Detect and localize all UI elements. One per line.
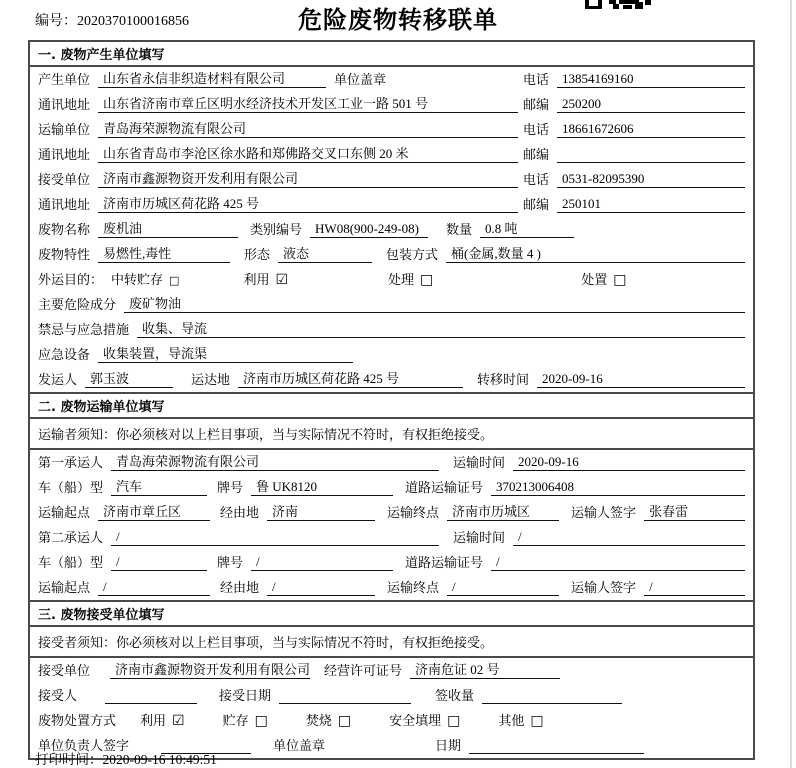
checkbox-other: □ [530, 712, 544, 729]
field-label: 经营许可证号 [324, 663, 403, 679]
unit-seal-label: 单位盖章 [273, 738, 326, 754]
field-label: 运输时间 [453, 530, 506, 546]
field-label: 运输单位 [38, 122, 91, 138]
manifest-form [28, 40, 755, 760]
field-label: 接受单位 [38, 172, 91, 188]
field-label: 电话 [523, 72, 550, 88]
phone-group [523, 72, 745, 88]
transport-date-value: 2020-09-16 [513, 455, 745, 471]
option-store [223, 713, 268, 729]
first-carrier-value: 青岛海荣源物流有限公司 [111, 455, 439, 471]
row-emergency-measures [30, 317, 753, 342]
field-label: 电话 [523, 122, 550, 138]
row-acceptor [30, 683, 753, 708]
waste-form-value: 液态 [278, 247, 372, 263]
row-vehicle-1 [30, 475, 753, 500]
route-via-value: 济南 [267, 505, 375, 521]
vehicle-type-value: 汽车 [111, 480, 207, 496]
row-second-carrier [30, 525, 753, 550]
transporter-signature-2-value: / [644, 580, 745, 596]
field-label: 运输终点 [387, 580, 440, 596]
packaging-value: 桶(金属,数量 4 ) [446, 247, 745, 263]
field-label: 签收量 [435, 688, 475, 704]
field-label: 主要危险成分 [38, 297, 117, 313]
waste-traits-value: 易燃性,毒性 [98, 247, 230, 263]
option-label: 处置 [581, 272, 608, 288]
waste-quantity-value: 0.8 吨 [480, 222, 574, 238]
section2-header: 二. 废物运输单位填写 [30, 392, 753, 419]
field-label: 通讯地址 [38, 97, 91, 113]
field-label: 废物特性 [38, 247, 91, 263]
field-label: 运输人签字 [571, 505, 637, 521]
row-transport-unit [30, 117, 753, 142]
producer-unit-value: 山东省永信非织造材料有限公司 [98, 72, 326, 88]
checkbox-secure-landfill: □ [447, 712, 461, 729]
qr-code-icon [585, 0, 651, 9]
field-label: 牌号 [217, 480, 244, 496]
checkbox-utilize-checked: ☑ [275, 271, 289, 288]
print-time-value: 2020-09-16 10:49:51 [102, 752, 217, 767]
field-label: 禁忌与应急措施 [38, 322, 130, 338]
route-end-value: 济南市历城区 [447, 505, 559, 521]
plate-number-2-value: / [251, 555, 393, 571]
row-consignor [30, 367, 753, 392]
field-label: 车（船）型 [38, 555, 104, 571]
option-label: 处理 [388, 272, 415, 288]
serial-label: 编号： [35, 14, 77, 29]
emergency-equipment-value: 收集装置，导流渠 [98, 347, 353, 363]
field-label: 接受日期 [219, 688, 272, 704]
field-label: 运输人签字 [571, 580, 637, 596]
producer-phone-value: 13854169160 [557, 72, 745, 88]
page-edge-divider [790, 0, 792, 768]
section1-header: 一. 废物产生单位填写 [30, 42, 753, 67]
field-label: 道路运输证号 [405, 480, 484, 496]
field-label: 发运人 [38, 372, 78, 388]
row-producer-unit [30, 67, 753, 92]
field-label: 第一承运人 [38, 455, 104, 471]
field-label: 邮编 [523, 97, 550, 113]
field-label: 日期 [435, 738, 462, 754]
transporter-notice: 运输者须知：你必须核对以上栏目事项，当与实际情况不符时，有权拒绝接受。 [30, 419, 753, 450]
receiver-notice: 接受者须知：你必须核对以上栏目事项，当与实际情况不符时，有权拒绝接受。 [30, 627, 753, 658]
postcode-group [523, 197, 745, 213]
field-label: 接受单位 [38, 663, 91, 679]
option-dispose [581, 272, 626, 288]
checkbox-dispose: □ [613, 271, 627, 288]
checkbox-incinerate: □ [337, 712, 352, 729]
field-label: 包装方式 [386, 247, 439, 263]
option-label: 利用 [140, 713, 167, 729]
field-label: 运输起点 [38, 505, 91, 521]
waste-category-code-value: HW08(900-249-08) [310, 222, 428, 238]
row-transport-address [30, 142, 753, 167]
receiver-phone-value: 0531-82095390 [557, 172, 745, 188]
row-disposal-method [30, 708, 753, 733]
second-carrier-value: / [111, 530, 439, 546]
field-label: 经由地 [220, 505, 260, 521]
postcode-group [523, 148, 745, 163]
row-transfer-purpose [30, 267, 753, 292]
consignor-value: 郭玉波 [85, 372, 173, 388]
transfer-date-value: 2020-09-16 [537, 372, 745, 388]
checkbox-store: □ [254, 712, 268, 729]
row-waste-traits [30, 242, 753, 267]
route-end-2-value: / [447, 580, 559, 596]
postcode-group [523, 97, 745, 113]
route-via-2-value: / [267, 580, 375, 596]
field-label: 运输终点 [387, 505, 440, 521]
field-label: 通讯地址 [38, 197, 91, 213]
option-incinerate [306, 713, 351, 729]
row-receiver-unit [30, 167, 753, 192]
option-label: 中转贮存 [111, 272, 164, 288]
transport-phone-value: 18661672606 [557, 122, 745, 138]
transport-postcode-value [557, 148, 745, 163]
transport-unit-value: 青岛海荣源物流有限公司 [98, 122, 518, 138]
receiver-address-value: 济南市历城区荷花路 425 号 [98, 197, 518, 213]
field-label: 车（船）型 [38, 480, 104, 496]
row-receiver-address [30, 192, 753, 217]
receiver-unit-value: 济南市鑫源物资开发利用有限公司 [98, 172, 518, 188]
destination-value: 济南市历城区荷花路 425 号 [238, 372, 463, 388]
field-label: 经由地 [220, 580, 260, 596]
checkbox-utilize-checked: ☑ [172, 712, 185, 729]
field-label: 道路运输证号 [405, 555, 484, 571]
route-start-2-value: / [98, 580, 210, 596]
option-treat [388, 272, 433, 288]
field-label: 类别编号 [250, 222, 303, 238]
producer-address-value: 山东省济南市章丘区明水经济技术开发区工业一路 501 号 [98, 97, 518, 113]
plate-number-value: 鲁 UK8120 [251, 480, 393, 496]
transport-address-value: 山东省青岛市李沧区徐水路和郑佛路交叉口东侧 20 米 [98, 147, 518, 163]
field-label: 邮编 [523, 197, 550, 213]
option-secure-landfill [389, 713, 460, 729]
option-label: 贮存 [222, 713, 249, 729]
waste-name-value: 废机油 [98, 222, 238, 238]
business-license-value: 济南危证 02 号 [410, 663, 560, 679]
road-permit-value: 370213006408 [491, 480, 745, 496]
option-label: 其他 [498, 713, 525, 729]
field-label: 产生单位 [38, 72, 91, 88]
field-label: 废物名称 [38, 222, 91, 238]
field-label: 运输起点 [38, 580, 91, 596]
field-label: 运达地 [191, 372, 231, 388]
row-route-1 [30, 500, 753, 525]
producer-postcode-value: 250200 [557, 97, 745, 113]
field-label: 单位负责人签字 [38, 738, 130, 754]
accept-date-value [279, 689, 411, 704]
option-transit-storage [111, 273, 179, 288]
checkbox-treat: □ [420, 271, 434, 288]
page-title: 危险废物转移联单 [298, 6, 498, 34]
signed-quantity-value [482, 689, 622, 704]
field-label: 通讯地址 [38, 147, 91, 163]
print-time-label: 打印时间： [35, 752, 103, 767]
phone-group [523, 122, 745, 138]
print-time [35, 748, 217, 768]
receiver-postcode-value: 250101 [557, 197, 745, 213]
field-label: 转移时间 [477, 372, 530, 388]
row-waste-name [30, 217, 753, 242]
field-label: 邮编 [523, 147, 550, 163]
field-label: 电话 [523, 172, 550, 188]
option-utilize [140, 713, 185, 729]
row-main-hazard [30, 292, 753, 317]
transporter-signature-value: 张春雷 [644, 505, 745, 521]
accepting-unit-value: 济南市鑫源物资开发利用有限公司 [110, 663, 310, 679]
main-hazard-value: 废矿物油 [124, 297, 745, 313]
section3-header: 三. 废物接受单位填写 [30, 600, 753, 627]
row-first-carrier [30, 450, 753, 475]
phone-group [523, 172, 745, 188]
transport-date-2-value: / [513, 530, 745, 546]
vehicle-type-2-value: / [111, 555, 207, 571]
emergency-measures-value: 收集、导流 [137, 322, 745, 338]
option-other [498, 713, 543, 729]
unit-seal-label: 单位盖章 [334, 72, 387, 88]
row-producer-address [30, 92, 753, 117]
serial-value: 2020370100016856 [77, 14, 189, 29]
field-label: 运输时间 [453, 455, 506, 471]
field-label: 接受人 [38, 688, 78, 704]
field-label: 外运目的： [38, 272, 104, 288]
acceptor-value [105, 689, 197, 704]
route-start-value: 济南市章丘区 [98, 505, 210, 521]
option-utilize [243, 272, 288, 288]
field-label: 废物处置方式 [38, 713, 117, 729]
option-label: 安全填埋 [389, 713, 442, 729]
field-label: 牌号 [217, 555, 244, 571]
field-label: 第二承运人 [38, 530, 104, 546]
field-label: 数量 [446, 222, 473, 238]
checkbox-transit-storage: □ [169, 274, 180, 288]
row-vehicle-2 [30, 550, 753, 575]
option-label: 焚烧 [305, 713, 332, 729]
field-label: 应急设备 [38, 347, 91, 363]
row-emergency-equipment [30, 342, 753, 367]
row-route-2 [30, 575, 753, 600]
option-label: 利用 [243, 272, 270, 288]
date-value [469, 739, 644, 754]
road-permit-2-value: / [491, 555, 745, 571]
field-label: 形态 [244, 247, 271, 263]
row-accepting-unit [30, 658, 753, 683]
